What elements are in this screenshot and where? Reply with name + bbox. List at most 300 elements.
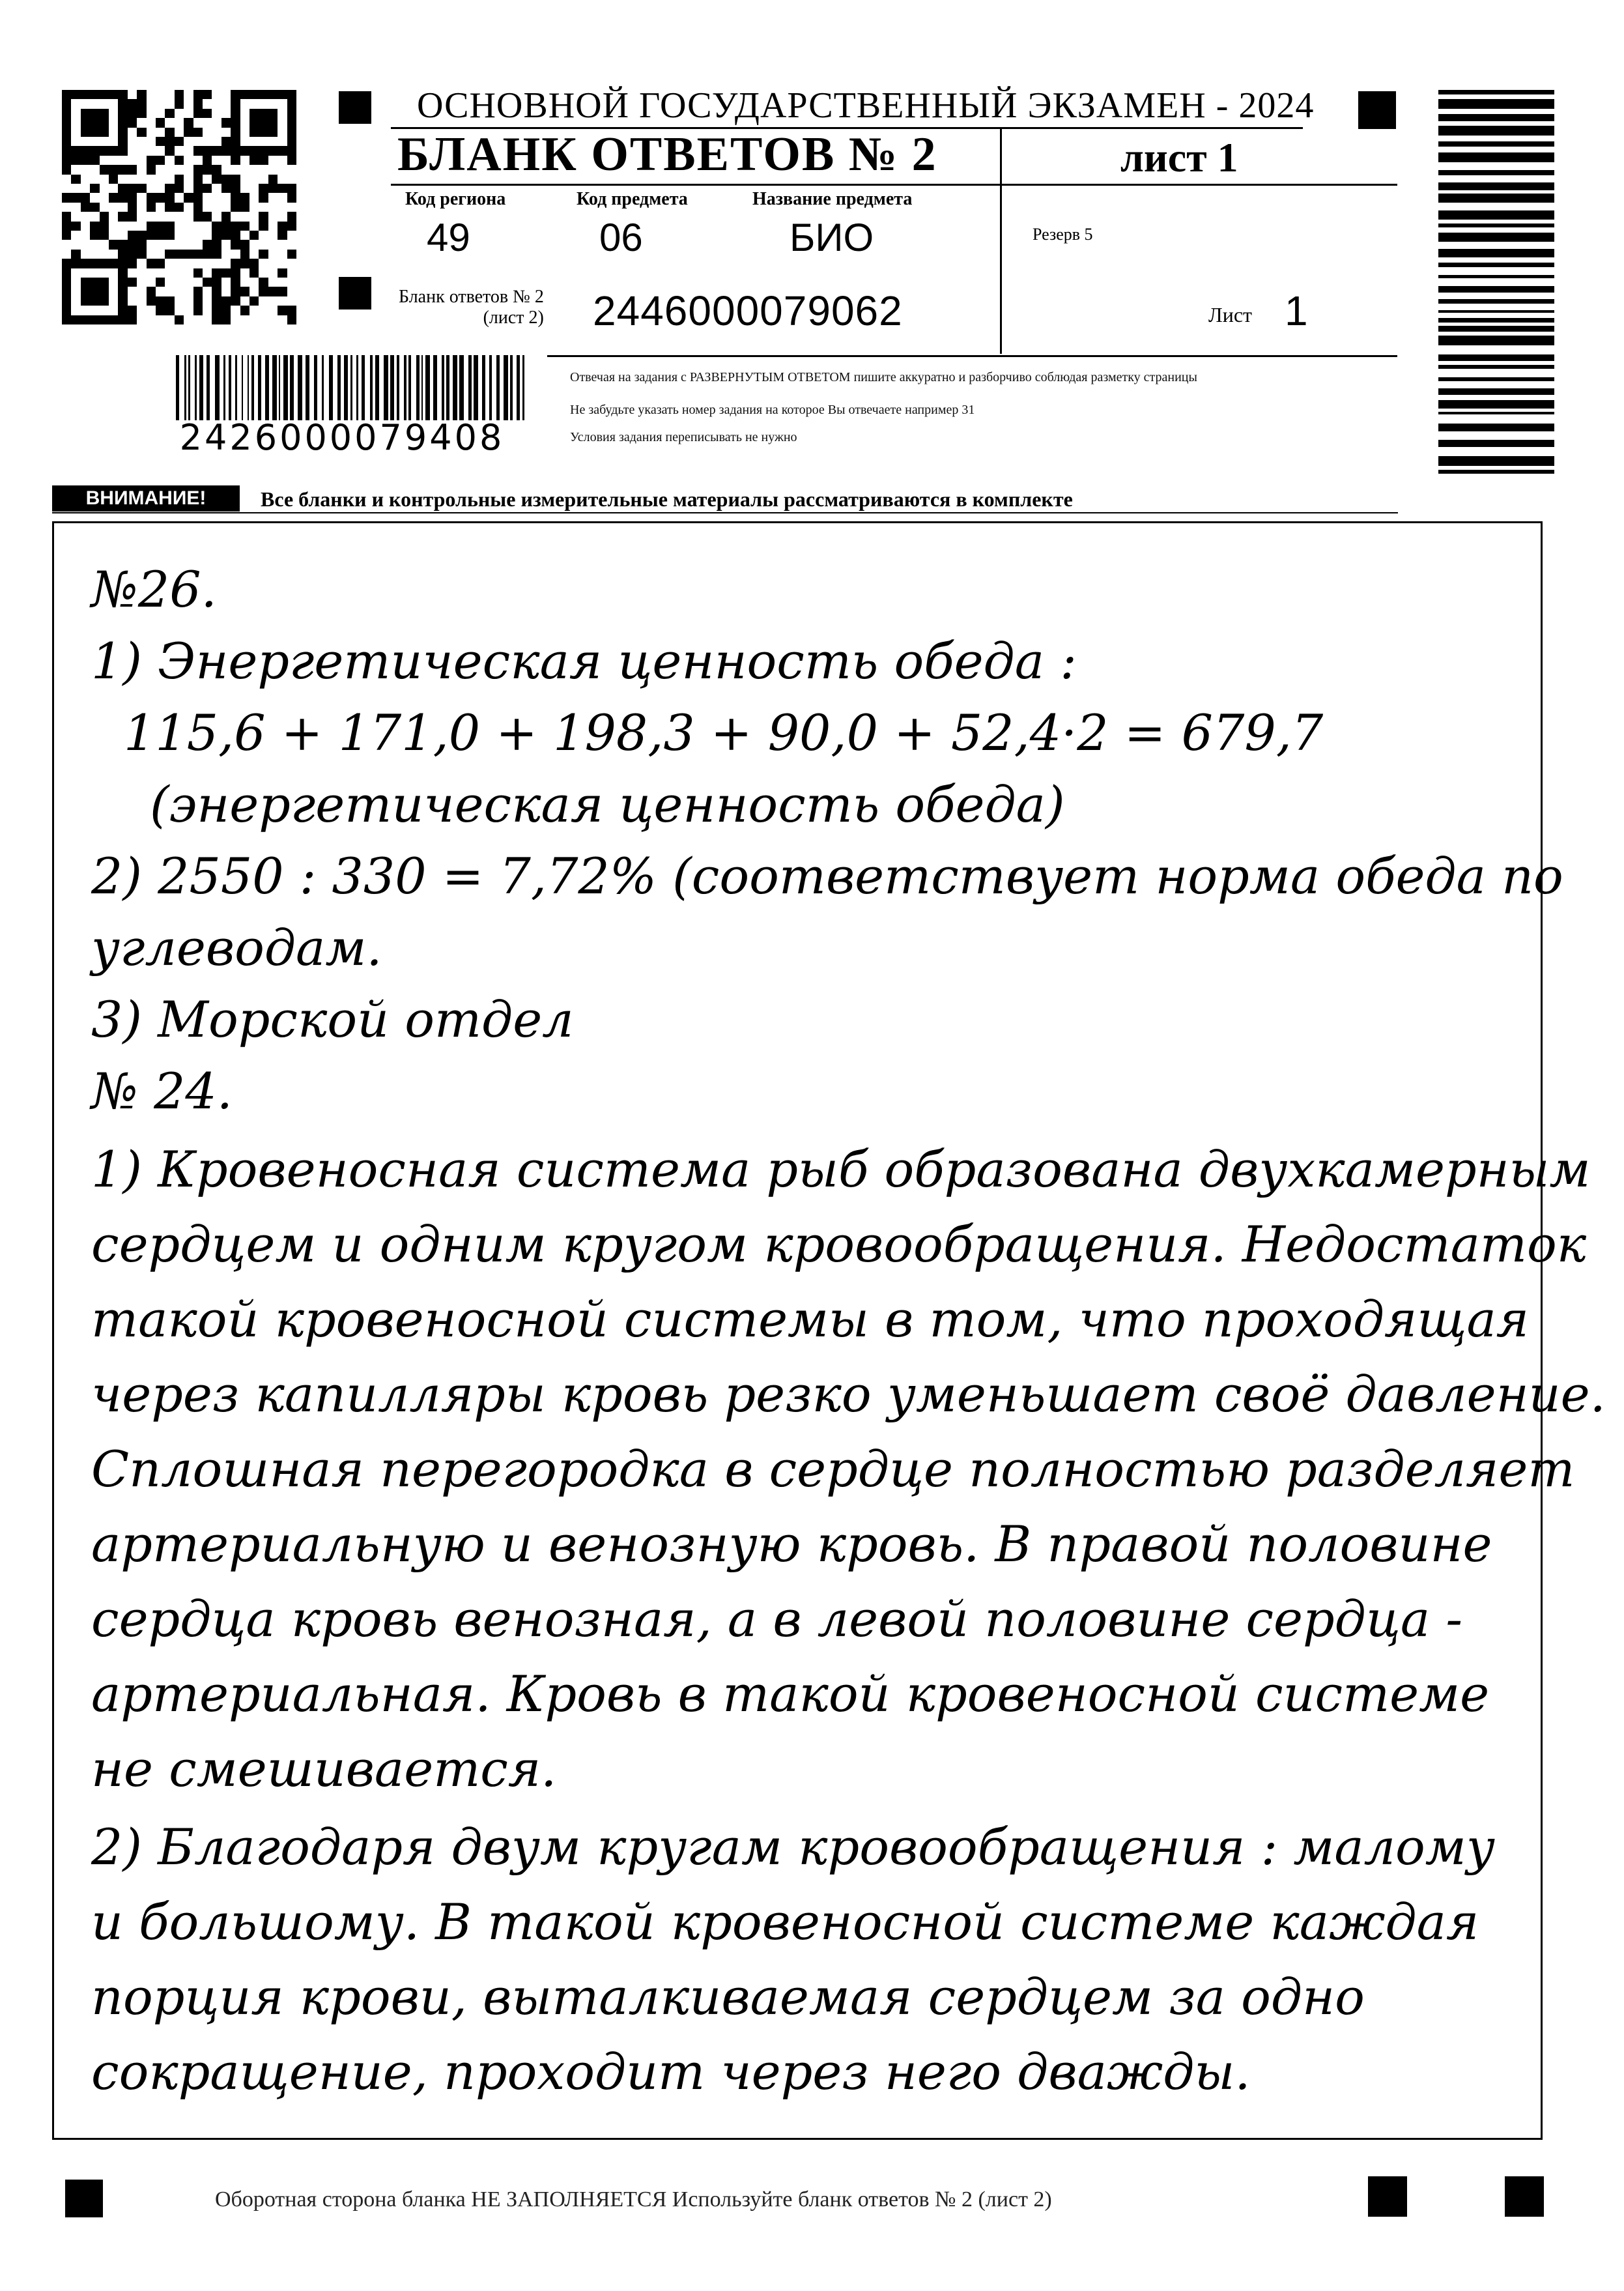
qr-module bbox=[165, 99, 174, 108]
qr-module bbox=[231, 156, 240, 165]
registration-mark bbox=[1358, 91, 1396, 129]
qr-module bbox=[128, 137, 137, 146]
barcode-bar bbox=[329, 355, 333, 420]
qr-module bbox=[278, 250, 287, 259]
qr-module bbox=[147, 184, 156, 193]
barcode-stripe bbox=[1438, 194, 1554, 203]
instruction-line: Условия задания переписывать не нужно bbox=[570, 430, 797, 444]
qr-module bbox=[278, 146, 287, 155]
barcode-bar bbox=[425, 355, 430, 420]
qr-module bbox=[109, 90, 118, 99]
qr-module bbox=[259, 268, 268, 278]
qr-module bbox=[128, 240, 137, 249]
qr-module bbox=[128, 165, 137, 174]
qr-module bbox=[109, 259, 118, 268]
qr-module bbox=[156, 184, 165, 193]
qr-module bbox=[156, 165, 165, 174]
qr-module bbox=[62, 128, 71, 137]
qr-module bbox=[268, 315, 278, 324]
qr-module bbox=[175, 156, 184, 165]
qr-module bbox=[100, 137, 109, 146]
barcode-stripe bbox=[1438, 440, 1554, 447]
qr-module bbox=[268, 268, 278, 278]
qr-module bbox=[71, 287, 80, 296]
qr-module bbox=[287, 118, 296, 127]
barcode-stripe bbox=[1438, 286, 1554, 293]
qr-module bbox=[118, 259, 127, 268]
qr-module bbox=[268, 193, 278, 202]
qr-module bbox=[249, 287, 259, 296]
qr-module bbox=[118, 212, 127, 221]
qr-module bbox=[240, 315, 249, 324]
qr-module bbox=[259, 175, 268, 184]
qr-module bbox=[156, 315, 165, 324]
qr-module bbox=[118, 278, 127, 287]
qr-module bbox=[62, 315, 71, 324]
qr-module bbox=[193, 240, 203, 249]
qr-module bbox=[137, 137, 146, 146]
qr-module bbox=[81, 240, 90, 249]
qr-module bbox=[203, 99, 212, 108]
qr-module bbox=[118, 90, 127, 99]
qr-module bbox=[109, 222, 118, 231]
barcode-bar bbox=[496, 355, 500, 420]
qr-module bbox=[147, 212, 156, 221]
qr-module bbox=[184, 165, 193, 174]
qr-module bbox=[240, 99, 249, 108]
qr-module bbox=[71, 306, 80, 315]
barcode-bar bbox=[322, 355, 324, 420]
qr-module bbox=[240, 287, 249, 296]
footer-note: Оборотная сторона бланка НЕ ЗАПОЛНЯЕТСЯ Используйте бланк ответов № 2 (лист 2) bbox=[215, 2187, 1052, 2212]
qr-module bbox=[90, 315, 99, 324]
qr-module bbox=[259, 212, 268, 221]
qr-module bbox=[137, 287, 146, 296]
qr-module bbox=[165, 90, 174, 99]
qr-module bbox=[249, 109, 259, 118]
qr-module bbox=[175, 118, 184, 127]
qr-module bbox=[118, 222, 127, 231]
qr-module bbox=[175, 315, 184, 324]
qr-module bbox=[175, 203, 184, 212]
qr-module bbox=[118, 193, 127, 202]
qr-module bbox=[109, 212, 118, 221]
qr-module bbox=[259, 165, 268, 174]
qr-module bbox=[81, 287, 90, 296]
qr-module bbox=[137, 268, 146, 278]
qr-module bbox=[184, 184, 193, 193]
qr-module bbox=[231, 146, 240, 155]
qr-module bbox=[221, 306, 231, 315]
qr-module bbox=[156, 296, 165, 306]
qr-module bbox=[90, 99, 99, 108]
qr-module bbox=[128, 222, 137, 231]
barcode-bar bbox=[522, 355, 524, 420]
qr-module bbox=[268, 99, 278, 108]
qr-module bbox=[240, 240, 249, 249]
qr-module bbox=[137, 315, 146, 324]
answer-line: артериальная. Кровь в такой кровеносной системе bbox=[91, 1665, 1490, 1723]
qr-module bbox=[212, 222, 221, 231]
qr-module bbox=[147, 118, 156, 127]
qr-module bbox=[165, 128, 174, 137]
qr-module bbox=[278, 268, 287, 278]
qr-module bbox=[287, 222, 296, 231]
barcode-bar bbox=[517, 355, 520, 420]
qr-module bbox=[147, 165, 156, 174]
qr-module bbox=[118, 118, 127, 127]
qr-module bbox=[231, 128, 240, 137]
qr-module bbox=[249, 118, 259, 127]
qr-module bbox=[175, 212, 184, 221]
qr-module bbox=[147, 203, 156, 212]
qr-module bbox=[100, 315, 109, 324]
qr-module bbox=[231, 222, 240, 231]
qr-module bbox=[231, 99, 240, 108]
qr-module bbox=[278, 99, 287, 108]
qr-module bbox=[268, 146, 278, 155]
qr-module bbox=[175, 184, 184, 193]
qr-module bbox=[287, 250, 296, 259]
qr-module bbox=[147, 278, 156, 287]
qr-module bbox=[128, 278, 137, 287]
qr-module bbox=[259, 259, 268, 268]
qr-module bbox=[137, 99, 146, 108]
qr-module bbox=[268, 278, 278, 287]
qr-module bbox=[100, 193, 109, 202]
qr-module bbox=[268, 90, 278, 99]
qr-module bbox=[71, 250, 80, 259]
qr-module bbox=[221, 278, 231, 287]
qr-module bbox=[249, 137, 259, 146]
instruction-line: Не забудьте указать номер задания на которое Вы отвечаете например 31 bbox=[570, 403, 975, 417]
region-code-label: Код региона bbox=[405, 189, 506, 209]
qr-module bbox=[90, 231, 99, 240]
qr-module bbox=[128, 109, 137, 118]
qr-module bbox=[203, 128, 212, 137]
answer-line: 3) Морской отдел bbox=[91, 990, 574, 1048]
qr-module bbox=[71, 231, 80, 240]
qr-module bbox=[71, 315, 80, 324]
qr-module bbox=[287, 315, 296, 324]
qr-module bbox=[90, 222, 99, 231]
qr-module bbox=[156, 222, 165, 231]
qr-module bbox=[118, 240, 127, 249]
qr-module bbox=[231, 212, 240, 221]
qr-module bbox=[109, 137, 118, 146]
qr-module bbox=[259, 137, 268, 146]
qr-module bbox=[71, 222, 80, 231]
qr-module bbox=[118, 250, 127, 259]
qr-module bbox=[212, 118, 221, 127]
qr-module bbox=[184, 203, 193, 212]
qr-module bbox=[165, 184, 174, 193]
qr-module bbox=[287, 193, 296, 202]
qr-module bbox=[203, 278, 212, 287]
answer-line: артериальную и венозную кровь. В правой половине bbox=[91, 1515, 1492, 1573]
barcode-bar bbox=[375, 355, 379, 420]
qr-module bbox=[203, 109, 212, 118]
answer-line: не смешивается. bbox=[91, 1740, 557, 1798]
answer-line: Сплошная перегородка в сердце полностью разделяет bbox=[91, 1440, 1575, 1498]
qr-module bbox=[81, 268, 90, 278]
qr-module bbox=[175, 278, 184, 287]
qr-module bbox=[184, 137, 193, 146]
qr-module bbox=[165, 259, 174, 268]
qr-module bbox=[259, 90, 268, 99]
qr-module bbox=[90, 137, 99, 146]
qr-module bbox=[259, 193, 268, 202]
qr-module bbox=[90, 156, 99, 165]
form-title: БЛАНК ОТВЕТОВ № 2 bbox=[397, 128, 937, 181]
qr-module bbox=[147, 99, 156, 108]
barcode-stripe bbox=[1438, 377, 1554, 381]
qr-module bbox=[268, 137, 278, 146]
qr-module bbox=[81, 109, 90, 118]
qr-module bbox=[184, 315, 193, 324]
qr-module bbox=[165, 175, 174, 184]
qr-module bbox=[62, 184, 71, 193]
qr-module bbox=[240, 203, 249, 212]
qr-module bbox=[221, 193, 231, 202]
barcode-stripe bbox=[1438, 365, 1554, 369]
barcode-bar bbox=[215, 355, 220, 420]
qr-module bbox=[240, 118, 249, 127]
qr-module bbox=[62, 203, 71, 212]
barcode-stripe bbox=[1438, 470, 1554, 474]
qr-module bbox=[240, 193, 249, 202]
qr-module bbox=[156, 203, 165, 212]
qr-module bbox=[175, 137, 184, 146]
qr-module bbox=[137, 306, 146, 315]
qr-module bbox=[221, 175, 231, 184]
qr-module bbox=[268, 128, 278, 137]
qr-module bbox=[287, 184, 296, 193]
qr-module bbox=[147, 268, 156, 278]
answer-line: углеводам. bbox=[91, 919, 382, 977]
qr-module bbox=[128, 268, 137, 278]
barcode-bar bbox=[504, 355, 508, 420]
qr-module bbox=[109, 175, 118, 184]
qr-module bbox=[118, 287, 127, 296]
qr-module bbox=[165, 203, 174, 212]
qr-module bbox=[62, 165, 71, 174]
qr-module bbox=[184, 128, 193, 137]
qr-module bbox=[71, 156, 80, 165]
qr-module bbox=[71, 259, 80, 268]
qr-module bbox=[156, 146, 165, 155]
qr-module bbox=[184, 156, 193, 165]
qr-module bbox=[137, 231, 146, 240]
qr-module bbox=[109, 165, 118, 174]
qr-module bbox=[231, 90, 240, 99]
qr-module bbox=[109, 118, 118, 127]
answer-line: сердца кровь венозная, а в левой половине сердца - bbox=[91, 1590, 1462, 1648]
qr-module bbox=[62, 156, 71, 165]
qr-module bbox=[287, 268, 296, 278]
qr-module bbox=[268, 250, 278, 259]
qr-module bbox=[221, 203, 231, 212]
qr-module bbox=[184, 240, 193, 249]
barcode-stripe bbox=[1438, 263, 1554, 267]
qr-module bbox=[193, 109, 203, 118]
qr-module bbox=[212, 137, 221, 146]
qr-module bbox=[100, 118, 109, 127]
qr-module bbox=[221, 109, 231, 118]
barcode-stripe bbox=[1438, 456, 1554, 466]
qr-module bbox=[100, 287, 109, 296]
registration-mark bbox=[65, 2180, 103, 2217]
qr-module bbox=[71, 137, 80, 146]
qr-module bbox=[100, 184, 109, 193]
qr-module bbox=[90, 128, 99, 137]
qr-module bbox=[156, 287, 165, 296]
qr-module bbox=[90, 306, 99, 315]
answer-line: сердцем и одним кругом кровообращения. Недостаток bbox=[91, 1215, 1587, 1273]
qr-module bbox=[221, 268, 231, 278]
barcode-stripe bbox=[1438, 318, 1554, 323]
qr-module bbox=[259, 222, 268, 231]
answer-line: и большому. В такой кровеносной системе каждая bbox=[91, 1893, 1479, 1951]
qr-module bbox=[231, 109, 240, 118]
qr-module bbox=[287, 165, 296, 174]
qr-module bbox=[128, 212, 137, 221]
divider bbox=[52, 512, 1398, 513]
qr-module bbox=[147, 128, 156, 137]
qr-module bbox=[147, 315, 156, 324]
qr-module bbox=[249, 203, 259, 212]
qr-module bbox=[184, 231, 193, 240]
qr-module bbox=[231, 250, 240, 259]
qr-module bbox=[62, 231, 71, 240]
qr-module bbox=[71, 90, 80, 99]
qr-module bbox=[212, 165, 221, 174]
registration-mark bbox=[1505, 2176, 1544, 2217]
qr-module bbox=[287, 306, 296, 315]
qr-module bbox=[212, 278, 221, 287]
answer-line: №26. bbox=[91, 560, 217, 618]
barcode-stripe bbox=[1438, 141, 1554, 147]
barcode-bar bbox=[404, 355, 406, 420]
qr-module bbox=[62, 90, 71, 99]
barcode-bar bbox=[474, 355, 478, 420]
qr-module bbox=[221, 250, 231, 259]
barcode-bar bbox=[184, 355, 186, 420]
qr-module bbox=[268, 287, 278, 296]
barcode-stripe bbox=[1438, 249, 1554, 257]
qr-module bbox=[90, 118, 99, 127]
qr-module bbox=[249, 315, 259, 324]
qr-module bbox=[100, 250, 109, 259]
qr-module bbox=[259, 118, 268, 127]
qr-module bbox=[221, 156, 231, 165]
qr-module bbox=[184, 175, 193, 184]
qr-module bbox=[137, 193, 146, 202]
qr-module bbox=[221, 99, 231, 108]
answer-line: сокращение, проходит через него дважды. bbox=[91, 2043, 1251, 2101]
qr-module bbox=[90, 296, 99, 306]
qr-module bbox=[90, 259, 99, 268]
qr-module bbox=[278, 193, 287, 202]
qr-module bbox=[147, 175, 156, 184]
qr-module bbox=[175, 99, 184, 108]
qr-module bbox=[240, 296, 249, 306]
qr-module bbox=[128, 259, 137, 268]
qr-module bbox=[231, 268, 240, 278]
subject-code-value: 06 bbox=[599, 216, 643, 259]
qr-module bbox=[193, 296, 203, 306]
qr-module bbox=[268, 203, 278, 212]
qr-module bbox=[240, 156, 249, 165]
qr-module bbox=[81, 296, 90, 306]
qr-module bbox=[90, 109, 99, 118]
answer-line: через капилляры кровь резко уменьшает своё давление. bbox=[91, 1365, 1606, 1423]
qr-module bbox=[287, 231, 296, 240]
qr-module bbox=[128, 193, 137, 202]
qr-module bbox=[278, 118, 287, 127]
answer-line: такой кровеносной системы в том, что проходящая bbox=[91, 1290, 1530, 1348]
qr-module bbox=[231, 306, 240, 315]
qr-module bbox=[231, 287, 240, 296]
qr-module bbox=[240, 268, 249, 278]
warning-badge: ВНИМАНИЕ! bbox=[52, 485, 240, 512]
qr-module bbox=[268, 296, 278, 306]
qr-module bbox=[156, 240, 165, 249]
qr-module bbox=[137, 203, 146, 212]
qr-module bbox=[203, 296, 212, 306]
qr-module bbox=[278, 222, 287, 231]
qr-module bbox=[203, 146, 212, 155]
qr-module bbox=[128, 315, 137, 324]
qr-module bbox=[193, 156, 203, 165]
qr-module bbox=[240, 222, 249, 231]
qr-module bbox=[249, 212, 259, 221]
qr-module bbox=[259, 156, 268, 165]
qr-module bbox=[62, 175, 71, 184]
qr-module bbox=[231, 278, 240, 287]
qr-module bbox=[100, 156, 109, 165]
qr-module bbox=[287, 99, 296, 108]
answer-line: порция крови, выталкиваемая сердцем за одно bbox=[91, 1968, 1365, 2026]
qr-module bbox=[193, 165, 203, 174]
qr-module bbox=[231, 240, 240, 249]
barcode-bar bbox=[468, 355, 472, 420]
qr-module bbox=[156, 193, 165, 202]
qr-module bbox=[240, 231, 249, 240]
qr-module bbox=[278, 203, 287, 212]
qr-module bbox=[249, 184, 259, 193]
qr-module bbox=[287, 156, 296, 165]
qr-module bbox=[203, 259, 212, 268]
qr-module bbox=[287, 137, 296, 146]
qr-module bbox=[287, 259, 296, 268]
qr-module bbox=[287, 287, 296, 296]
qr-module bbox=[100, 268, 109, 278]
qr-module bbox=[268, 175, 278, 184]
qr-module bbox=[90, 146, 99, 155]
qr-module bbox=[109, 109, 118, 118]
qr-module bbox=[147, 231, 156, 240]
qr-module bbox=[278, 165, 287, 174]
qr-module bbox=[184, 99, 193, 108]
qr-module bbox=[137, 146, 146, 155]
barcode-stripe bbox=[1438, 275, 1554, 278]
qr-module bbox=[156, 231, 165, 240]
qr-module bbox=[212, 287, 221, 296]
qr-module bbox=[221, 222, 231, 231]
qr-module bbox=[90, 184, 99, 193]
qr-module bbox=[259, 231, 268, 240]
